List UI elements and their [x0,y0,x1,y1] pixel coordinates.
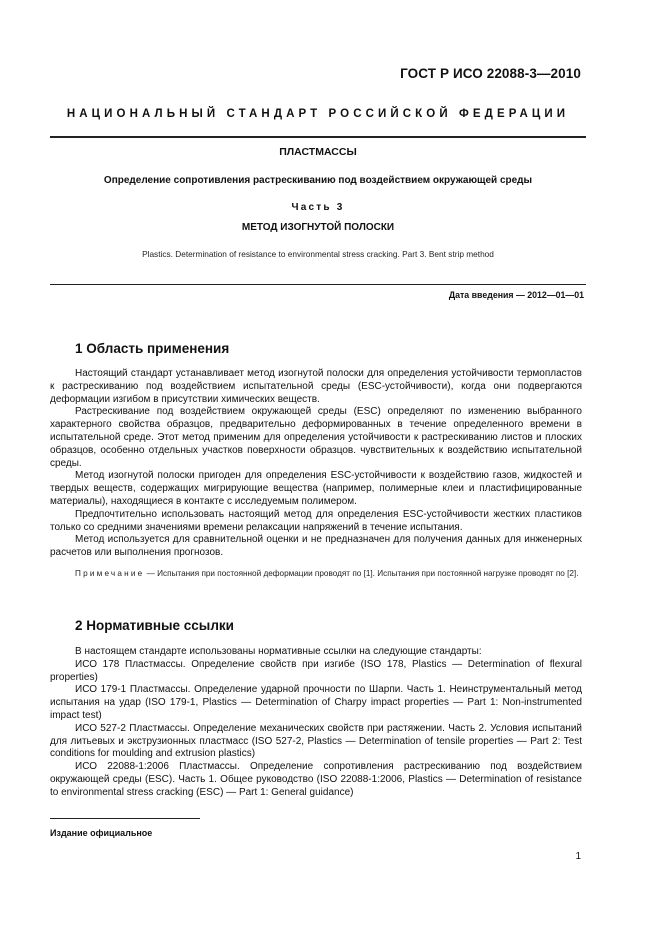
part-label: Часть 3 [291,202,345,213]
document-title: ПЛАСТМАССЫ [279,146,357,158]
reference-item: ИСО 527-2 Пластмассы. Определение механических свойств при растяжении. Часть 2. Условия испытаний для литьевых и экструзионных пластмасс (ISO 527-2, Plastics — Determination of tensile properties — Part 2: Test conditions for moulding and extrusion plastics) [50,722,582,760]
note [50,568,582,580]
reference-item: ИСО 179-1 Пластмассы. Определение ударной прочности по Шарпи. Часть 1. Неинструментальный метод испытания на удар (ISO 179-1, Plastics — Determination of Charpy impact properties — Part 1: Non-instrumented impact test) [50,684,582,721]
section-1-body [50,368,582,580]
section-2-body [50,646,582,800]
national-standard-banner: НАЦИОНАЛЬНЫЙ СТАНДАРТ РОССИЙСКОЙ ФЕДЕРАЦИИ [66,108,570,120]
gost-number: ГОСТ Р ИСО 22088-3—2010 [400,66,581,81]
paragraph: Предпочтительно использовать настоящий метод для определения ESC-устойчивости жестких пластиков только со средними значениями времени релаксации напряжений в течение испытания. [50,508,582,533]
paragraph: Настоящий стандарт устанавливает метод изогнутой полоски для определения устойчивости термопластов к растрескиванию под воздействием испытательной среды (ESC-устойчивости), когда они подвергаются деформации изгибом в присутствии химических веществ. [50,368,582,405]
paragraph: Метод изогнутой полоски пригоден для определения ESC-устойчивости к воздействию газов, жидкостей и твердых веществ, содержащих мигрирующие вещества (например, полимерные клеи и пластифицированные материалы), находящиеся в контакте с исследуемым полимером. [50,470,582,507]
section-1-heading: 1 Область применения [75,341,230,356]
method-title: МЕТОД ИЗОГНУТОЙ ПОЛОСКИ [241,222,395,233]
official-edition-label: Издание официальное [50,828,153,838]
footer-rule [50,818,200,819]
note-text: — Испытания при постоянной деформации проводят по [1]. Испытания при постоянной нагрузке проводят по [2]. [144,568,579,578]
reference-item: ИСО 22088-1:2006 Пластмассы. Определение сопротивления растрескиванию под воздействием окружающей среды (ESC). Часть 1. Общее руководство (ISO 22088-1:2006, Plastics — Determination of resistance to environmental stress cracking (ESC) — Part 1: General guidance) [50,761,582,798]
english-title: Plastics. Determination of resistance to environmental stress cracking. Part 3. Bent strip method [142,249,494,259]
paragraph: Метод используется для сравнительной оценки и не предназначен для получения данных для инженерных расчетов или выполнения прогнозов. [50,534,582,559]
introduction-date: Дата введения — 2012—01—01 [448,290,584,300]
note-label: Примечание [75,568,145,578]
header-rule [50,136,586,138]
page-number: 1 [575,851,581,862]
paragraph: В настоящем стандарте использованы нормативные ссылки на следующие стандарты: [75,646,482,657]
title-rule [50,284,586,285]
reference-item: ИСО 178 Пластмассы. Определение свойств при изгибе (ISO 178, Plastics — Determination of flexural properties) [50,658,582,683]
document-subtitle: Определение сопротивления растрескиванию под воздействием окружающей среды [103,175,533,186]
paragraph: Растрескивание под воздействием окружающей среды (ESC) определяют по изменению выбранного характерного свойства образцов, предварительно деформированных в течение определенного времени в испытательной среде. Этот метод применим для определения устойчивости к растрескиванию листов и плоских образцов, особенно отдельных участков поверхности образцов. чувствительных к воздействию испытательной среды. [50,406,582,469]
section-2-heading: 2 Нормативные ссылки [75,618,234,633]
